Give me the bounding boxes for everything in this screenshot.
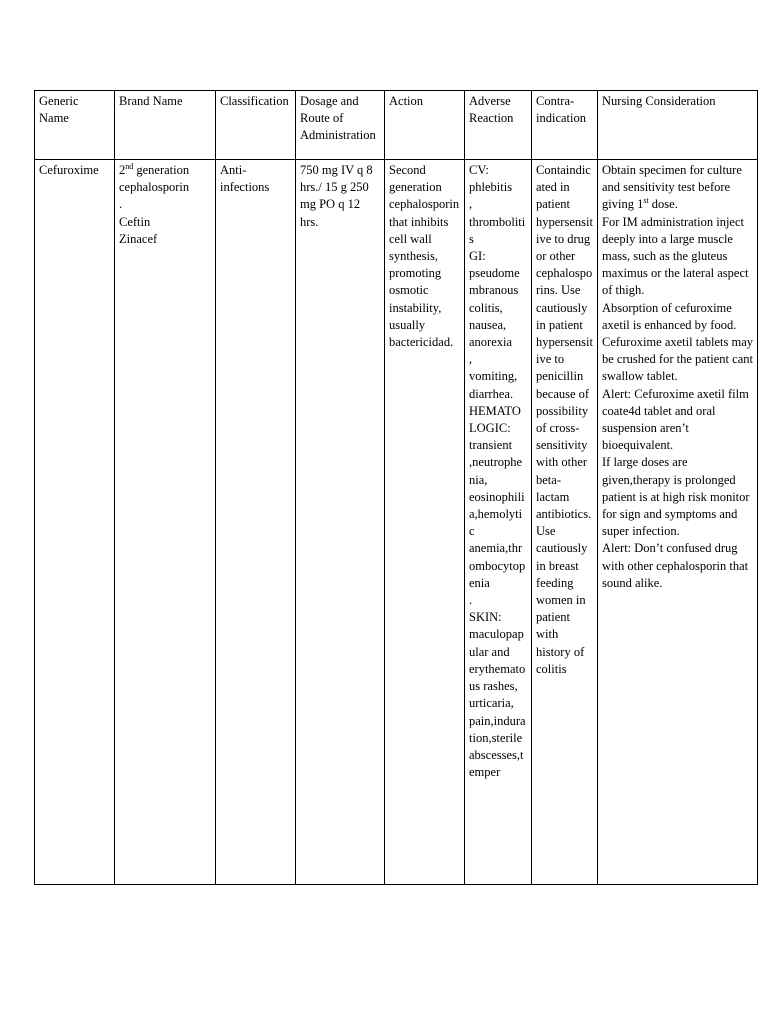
header-contraindication: Contra-indication [532,91,598,160]
contraindication-text: Containdicated in patient hypersensitive to drug or other cephalosporins. Use cautiously in patient hypersensitive to penicillin because of possibility of cross-sensitivity with other beta-lactam antibiotics. Use cautiously in breast feeding women in patient with history of colitis [536,163,595,676]
brand-ordinal: 2 [119,163,126,177]
table-header-row [35,91,758,160]
header-dosage-route: Dosage and Route of Administration [296,91,385,160]
drug-study-table [34,90,758,885]
header-nursing-consideration: Nursing Consideration [598,91,758,160]
header-classification: Classification [216,91,296,160]
cell-dosage-route [296,160,385,885]
generic-name-text: Cefuroxime [39,163,99,177]
brand-ordinal-suffix: nd [125,161,134,171]
header-brand-name: Brand Name [115,91,216,160]
classification-text: Anti-infections [220,163,270,195]
cell-classification [216,160,296,885]
dosage-text: 750 mg IV q 8 hrs./ 15 g 250 mg PO q 12 hrs. [300,163,376,229]
table-row [35,160,758,885]
header-adverse-reaction: Adverse Reaction [465,91,532,160]
header-generic-name: Generic Name [35,91,115,160]
nursing-text-rest: dose. For IM administration inject deeply into a large muscle mass, such as the gluteus maximus or the lateral aspect of thigh. Absorption of cefuroxime axetil is enhanced by food. Cefuroxime axetil tablets may be crushed for the patient cant swallow tablet. Alert: Cefuroxime axetil film coate4d tablet and oral suspension aren’t bioequivalent. If large doses are given,therapy is prolonged patient is at high risk monitor for sign and symptoms and super infection. Alert: Don’t confused drug with other cephalosporin that sound alike. [602,197,753,590]
action-text: Second generation cephalosporin that inhibits cell wall synthesis, promoting osmotic instability, usually bactericidad. [389,163,463,350]
cell-action [385,160,465,885]
cell-nursing-consideration [598,160,758,885]
cell-generic-name [35,160,115,885]
nursing-ordinal-suffix: st [643,196,649,206]
cell-contraindication [532,160,598,885]
cell-adverse-reaction [465,160,532,885]
adverse-reaction-text: CV: phlebitis , thrombolitis GI: pseudomembranous colitis, nausea, anorexia , vomiting, diarrhea. HEMATOLOGIC: transient ,neutrophenia, eosinophilia,hemolytic anemia,thrombocytopenia . SKIN: maculopapular and erythematous rashes, urticaria, pain,induration,sterile abscesses,temper [469,163,526,780]
header-action: Action [385,91,465,160]
nursing-text-start: Obtain specimen for culture and sensitivity test before giving 1 [602,163,746,212]
brand-name-text: generation cephalosporin . Ceftin Zinacef [119,163,190,246]
cell-brand-name [115,160,216,885]
